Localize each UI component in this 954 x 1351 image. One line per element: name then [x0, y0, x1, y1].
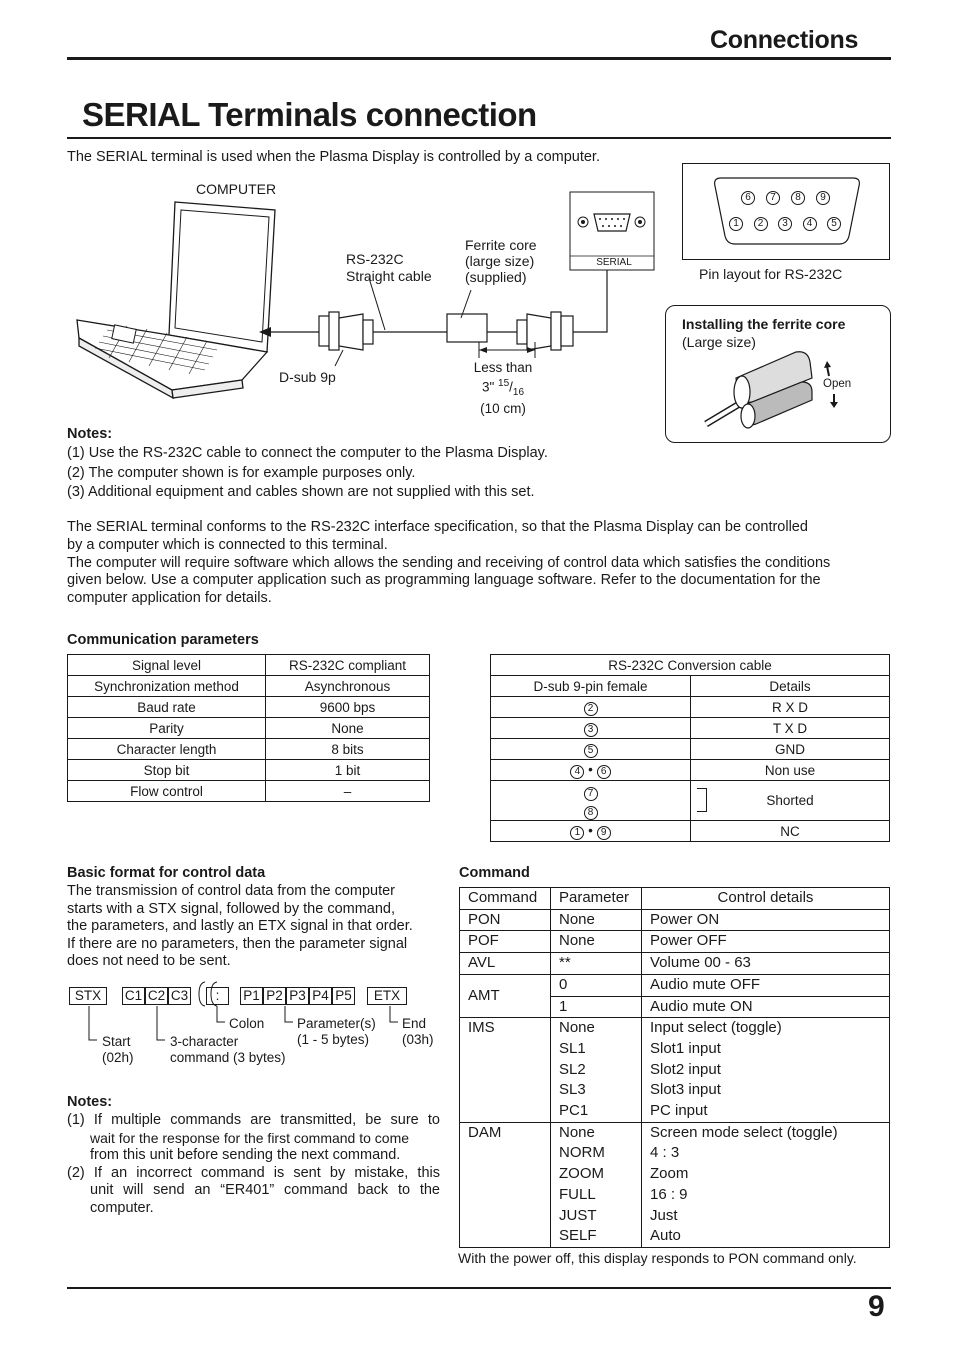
cmd-header: Parameter [551, 888, 642, 910]
cmd-header: Control details [642, 888, 890, 910]
command-footnote: With the power off, this display responds to PON command only. [458, 1250, 857, 1266]
conv-header: Details [691, 676, 890, 697]
table-row [68, 781, 430, 802]
cmd-name: PON [460, 909, 551, 931]
table-row [68, 676, 430, 697]
para-line: The SERIAL terminal conforms to the RS-232C interface specification, so that the Plasma Display can be controlled [67, 519, 808, 535]
pin-number: 2 [754, 217, 768, 231]
table-row [491, 760, 890, 781]
conv-detail: Non use [691, 760, 890, 781]
notes2-line: computer. [90, 1199, 154, 1216]
title-rule [67, 137, 891, 139]
cmd-detail: Power ON [642, 909, 890, 931]
page-title: SERIAL Terminals connection [82, 96, 537, 133]
ferrite-core-icon [447, 314, 487, 342]
cmd-detail: Volume 00 - 63 [642, 953, 890, 975]
table-row [460, 1018, 890, 1039]
pin-layout-box [682, 163, 890, 260]
pins-top-row [741, 191, 830, 205]
cmd-parameter: None [551, 1122, 642, 1143]
conv-pins [491, 781, 691, 821]
cable-label-line2: Straight cable [346, 268, 432, 284]
param-name: Signal level [68, 655, 266, 676]
basic-line: starts with a STX signal, followed by the command, [67, 900, 396, 917]
param-value: None [266, 718, 430, 739]
comm-title: Communication parameters [67, 632, 259, 648]
connection-diagram [67, 190, 687, 420]
cmd-detail: Audio mute ON [642, 996, 890, 1018]
notes1-title: Notes: [67, 426, 113, 442]
pin-number: 7 [766, 191, 780, 205]
cmd-parameter: None [551, 1018, 642, 1039]
cmd-detail: 16 : 9 [642, 1185, 890, 1206]
para-line: computer application for details. [67, 590, 272, 607]
laptop-icon [77, 202, 275, 398]
param-name: Parity [68, 718, 266, 739]
fmt-label-end2: (03h) [402, 1032, 434, 1047]
pin-number: 5 [827, 217, 841, 231]
conv-pins: 4 • 6 [491, 760, 691, 781]
cmd-parameter: SL1 [551, 1039, 642, 1060]
table-row [491, 821, 890, 842]
pin-number: 2 [584, 702, 598, 716]
notes2-list [67, 1112, 440, 1217]
table-row [491, 739, 890, 760]
param-name: Flow control [68, 781, 266, 802]
param-value: RS-232C compliant [266, 655, 430, 676]
pin-number: 5 [584, 744, 598, 758]
open-label: Open [823, 378, 852, 390]
command-table [459, 887, 890, 1248]
cmd-detail: Auto [642, 1226, 890, 1247]
basic-text [67, 883, 440, 971]
conv-pins [491, 697, 691, 718]
cmd-parameter: PC1 [551, 1101, 642, 1122]
fmt-c2: C2 [145, 987, 168, 1005]
pins-bottom-row [729, 217, 841, 231]
cmd-parameter: 0 [551, 974, 642, 996]
table-row [68, 697, 430, 718]
table-row [491, 781, 890, 821]
ferrite-install-box [665, 305, 891, 443]
cmd-detail: Zoom [642, 1164, 890, 1185]
cmd-detail: Audio mute OFF [642, 974, 890, 996]
fmt-c1: C1 [122, 987, 145, 1005]
pin-number: 1 [570, 826, 584, 840]
section-header: Connections [710, 26, 859, 54]
length-spec-fraction: 3" $^{15}/_{16}$ [481, 378, 525, 399]
cmd-detail: Input select (toggle) [642, 1018, 890, 1039]
param-name: Stop bit [68, 760, 266, 781]
conv-detail: Shorted [691, 781, 890, 821]
length-spec [466, 360, 540, 417]
para-line: by a computer which is connected to this terminal. [67, 536, 388, 553]
length-spec-line1: Less than [473, 360, 533, 375]
pin-number: 6 [741, 191, 755, 205]
cable-label [346, 251, 432, 285]
fmt-label-params2: (1 - 5 bytes) [297, 1032, 370, 1047]
length-den: 16 [512, 387, 525, 399]
short-bracket-icon [697, 788, 707, 812]
para-line: given below. Use a computer application such as programming language software. Refer to the documentation for the [67, 572, 821, 589]
notes2-title: Notes: [67, 1094, 113, 1110]
fmt-p2: P2 [263, 987, 286, 1005]
conversion-cable-table [490, 654, 890, 842]
pin-number: 4 [803, 217, 817, 231]
cmd-name: POF [460, 931, 551, 953]
cmd-name: IMS [460, 1018, 551, 1123]
pin-number: 3 [778, 217, 792, 231]
pin-number: 8 [584, 806, 598, 820]
conv-header: D-sub 9-pin female [491, 676, 691, 697]
cmd-parameter: NORM [551, 1143, 642, 1164]
fmt-label-end [402, 1016, 434, 1048]
cmd-detail: Screen mode select (toggle) [642, 1122, 890, 1143]
command-title: Command [459, 865, 530, 881]
cmd-parameter: ZOOM [551, 1164, 642, 1185]
ferrite-box-sub: (Large size) [682, 334, 756, 350]
notes1-item: (1) Use the RS-232C cable to connect the computer to the Plasma Display. [67, 445, 548, 461]
ferrite-label-line2: (large size) [465, 253, 535, 269]
table-row [460, 953, 890, 975]
pin-number: 7 [584, 787, 598, 801]
cmd-detail: Slot3 input [642, 1080, 890, 1101]
param-value: 1 bit [266, 760, 430, 781]
fmt-stx: STX [69, 987, 107, 1005]
pin-number: 8 [791, 191, 805, 205]
pin-number: 3 [584, 723, 598, 737]
fmt-c3: C3 [168, 987, 191, 1005]
length-inch: 3" [481, 379, 495, 395]
notes2-line: wait for the response for the first command to come [90, 1129, 410, 1146]
length-cm: (10 cm) [480, 401, 526, 417]
param-name: Character length [68, 739, 266, 760]
table-row [68, 739, 430, 760]
conv-pins [491, 739, 691, 760]
fmt-p1: P1 [240, 987, 263, 1005]
notes1-list [67, 444, 548, 503]
ferrite-label-line1: Ferrite core [465, 237, 537, 253]
table-row [460, 1122, 890, 1143]
cmd-parameter: None [551, 909, 642, 931]
cmd-detail: PC input [642, 1101, 890, 1122]
intro-text: The SERIAL terminal is used when the Plasma Display is controlled by a computer. [67, 149, 600, 165]
cmd-parameter: SELF [551, 1226, 642, 1247]
basic-title: Basic format for control data [67, 865, 266, 881]
ferrite-clamp-icon [666, 306, 892, 444]
basic-line: the parameters, and lastly an ETX signal in that order. [67, 918, 413, 934]
computer-label: COMPUTER [196, 181, 277, 197]
pin-number: 4 [570, 765, 584, 779]
cmd-parameter: None [551, 931, 642, 953]
notes2-item [67, 1165, 440, 1218]
pin-number: 9 [597, 826, 611, 840]
param-value: 9600 bps [266, 697, 430, 718]
cmd-header-row [460, 888, 890, 910]
fmt-label-params1: Parameter(s) [297, 1016, 376, 1031]
cmd-parameter: ** [551, 953, 642, 975]
dsub-label: D-sub 9p [279, 369, 336, 385]
cmd-parameter: SL2 [551, 1060, 642, 1081]
cmd-parameter: FULL [551, 1185, 642, 1206]
page-number: 9 [868, 1290, 885, 1323]
fmt-label-cmd [170, 1034, 286, 1066]
fmt-p5: P5 [332, 987, 355, 1005]
ferrite-label-line3: (supplied) [465, 269, 527, 285]
table-row [491, 718, 890, 739]
cmd-detail: Just [642, 1206, 890, 1227]
fmt-label-cmd1: 3-character [170, 1034, 239, 1049]
notes1-item: (3) Additional equipment and cables shown are not supplied with this set. [67, 484, 535, 500]
notes2-line: unit will send an “ER401” command back to the [90, 1182, 440, 1198]
conv-detail: NC [691, 821, 890, 842]
param-value: – [266, 781, 430, 802]
notes2-item [67, 1112, 440, 1165]
conv-detail: R X D [691, 697, 890, 718]
cmd-detail: Power OFF [642, 931, 890, 953]
cmd-header: Command [460, 888, 551, 910]
param-name: Synchronization method [68, 676, 266, 697]
pin-number: 9 [816, 191, 830, 205]
description-paragraph [67, 519, 891, 608]
cmd-detail: 4 : 3 [642, 1143, 890, 1164]
fmt-label-start1: Start [102, 1034, 131, 1049]
dsub-connector-icon [319, 312, 373, 350]
conv-pins: 1 • 9 [491, 821, 691, 842]
ferrite-label [465, 237, 537, 285]
serial-label: SERIAL [596, 257, 632, 268]
fmt-p3: P3 [286, 987, 309, 1005]
table-row [68, 760, 430, 781]
cmd-name: DAM [460, 1122, 551, 1247]
fmt-label-params [297, 1016, 376, 1048]
pin-number: 6 [597, 765, 611, 779]
length-num: 15 [498, 378, 510, 389]
header-rule [67, 57, 891, 60]
table-row [460, 909, 890, 931]
pin-number: 1 [729, 217, 743, 231]
conv-detail: GND [691, 739, 890, 760]
fmt-label-start2: (02h) [102, 1050, 134, 1065]
table-row [491, 697, 890, 718]
cmd-name: AMT [460, 974, 551, 1017]
conv-pins [491, 718, 691, 739]
notes2-line: (2) If an incorrect command is sent by mistake, this [67, 1164, 440, 1181]
fmt-label-start [102, 1034, 134, 1066]
notes2-line: from this unit before sending the next command. [90, 1147, 401, 1163]
cable-label-line1: RS-232C [346, 251, 404, 267]
basic-line: The transmission of control data from the computer [67, 883, 396, 899]
cmd-parameter: 1 [551, 996, 642, 1018]
cmd-name: AVL [460, 953, 551, 975]
comm-params-table [67, 654, 430, 802]
param-value: Asynchronous [266, 676, 430, 697]
ferrite-box-title: Installing the ferrite core [682, 316, 846, 332]
param-name: Baud rate [68, 697, 266, 718]
table-row [68, 718, 430, 739]
fmt-label-end1: End [402, 1016, 427, 1031]
param-value: 8 bits [266, 739, 430, 760]
basic-line: If there are no parameters, then the parameter signal [67, 935, 408, 952]
fmt-label-cmd2: command (3 bytes) [170, 1050, 286, 1065]
notes2-line: (1) If multiple commands are transmitted, be sure to [67, 1112, 440, 1128]
conv-title: RS-232C Conversion cable [491, 655, 890, 676]
conv-detail: T X D [691, 718, 890, 739]
notes1-item: (2) The computer shown is for example purposes only. [67, 464, 416, 481]
cmd-parameter: SL3 [551, 1080, 642, 1101]
para-line: The computer will require software which allows the sending and receiving of control data which satisfies the conditions [67, 554, 831, 571]
footer-rule [67, 1287, 891, 1289]
table-row [460, 931, 890, 953]
fmt-label-colon: Colon [229, 1016, 265, 1031]
fmt-p4: P4 [309, 987, 332, 1005]
pin-layout-caption: Pin layout for RS-232C [699, 266, 843, 282]
table-row [460, 974, 890, 996]
table-row [68, 655, 430, 676]
cmd-parameter: JUST [551, 1206, 642, 1227]
basic-line: does not need to be sent. [67, 953, 231, 969]
cmd-detail: Slot2 input [642, 1060, 890, 1081]
cmd-detail: Slot1 input [642, 1039, 890, 1060]
fmt-colon: : [206, 987, 229, 1005]
fmt-etx: ETX [367, 987, 407, 1005]
